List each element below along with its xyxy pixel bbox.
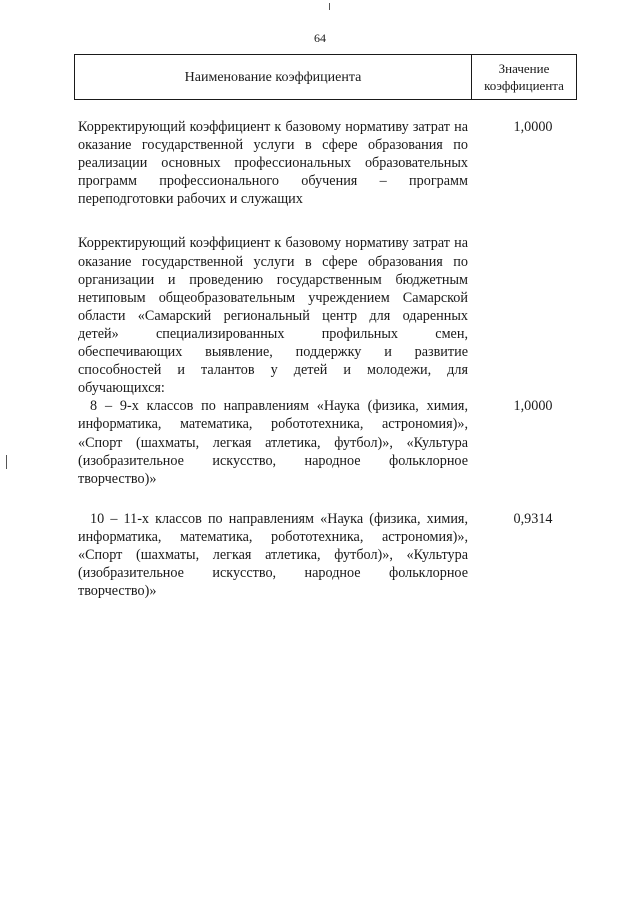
header-coefficient-value <box>472 55 576 99</box>
coefficient-description: Корректирующий коэффициент к базовому нормативу затрат на оказание государственной услуги в сфере образования по реализации основных профессиональных образовательных программ профессионального обучения – программ переподготовки рабочих и служащих <box>78 119 468 208</box>
header-coefficient-name: Наименование коэффициента <box>75 55 472 99</box>
coefficient-row <box>78 118 578 208</box>
header-value-line2: коэффициента <box>484 78 564 93</box>
coefficient-row <box>78 397 578 487</box>
scan-mark-top <box>329 3 330 10</box>
header-value-line1: Значение <box>498 61 550 76</box>
coefficient-row <box>78 234 578 397</box>
coefficient-row <box>78 510 578 600</box>
coefficient-value: 0,9314 <box>513 510 553 527</box>
coefficient-list <box>78 118 578 600</box>
coefficient-value: 1,0000 <box>513 398 553 415</box>
scan-mark-left <box>6 455 7 469</box>
coefficient-description: Корректирующий коэффициент к базовому нормативу затрат на оказание государственной услуги в сфере образования по организации и проведению государственным бюджетным нетиповым общеобразовательным учреждением Самарской области «Самарский региональный центр для одаренных детей» специализированных профильных смен, обеспечивающих выявление, поддержку и развитие способностей и талантов у детей и молодежи, для обучающихся: <box>78 235 468 397</box>
coefficient-description: 8 – 9-х классов по направлениям «Наука (физика, химия, информатика, математика, робототехника, астрономия)», «Спорт (шахматы, легкая атлетика, футбол)», «Культура (изобразительное искусство, народное фольклорное творчество)» <box>78 398 468 487</box>
page-number: 64 <box>314 31 326 45</box>
table-header <box>74 54 577 100</box>
coefficient-value: 1,0000 <box>513 119 553 135</box>
coefficient-description: 10 – 11-х классов по направлениям «Наука (физика, химия, информатика, математика, робототехника, астрономия)», «Спорт (шахматы, легкая атлетика, футбол)», «Культура (изобразительное искусство, народное фольклорное творчество)» <box>78 510 468 600</box>
